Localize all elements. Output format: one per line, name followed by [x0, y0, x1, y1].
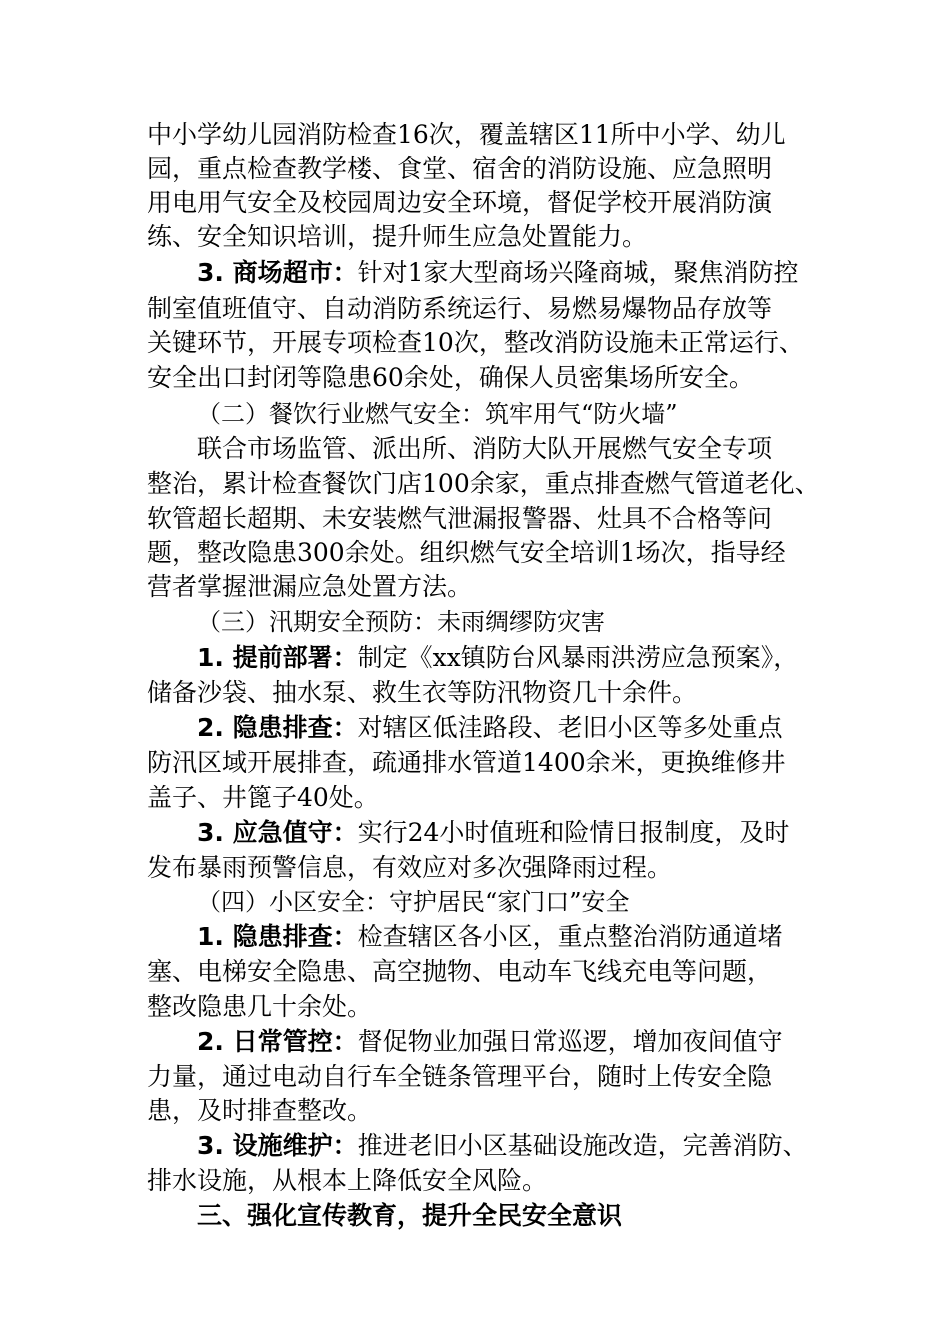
item-label: 3. 商场超市： — [197, 258, 358, 287]
text-line: 练、安全知识培训，提升师生应急处置能力。 — [147, 222, 648, 251]
item-text: 对辖区低洼路段、老旧小区等多处重点 — [357, 713, 783, 742]
chapter-heading: 三、强化宣传教育，提升全民安全意识 — [197, 1201, 623, 1230]
list-item — [197, 641, 798, 675]
list-item — [197, 711, 783, 745]
text-line: 软管超长超期、未安装燃气泄漏报警器、灶具不合格等问 — [147, 504, 773, 533]
list-item — [197, 1129, 808, 1163]
text-line: 关键环节，开展专项检查10次，整改消防设施未正常运行、 — [147, 328, 804, 357]
text-line: 园，重点检查教学楼、食堂、宿舍的消防设施、应急照明 — [147, 154, 773, 183]
text-line: 患，及时排查整改。 — [147, 1096, 373, 1125]
item-label: 2. 隐患排查： — [197, 713, 358, 742]
item-text: 实行24小时值班和险情日报制度，及时 — [357, 818, 790, 847]
section-heading: （三）汛期安全预防：未雨绸缪防灾害 — [197, 608, 605, 636]
section-heading: （四）小区安全：守护居民“家门口”安全 — [197, 888, 630, 916]
text-line: 题，整改隐患300余处。组织燃气安全培训1场次，指导经 — [147, 538, 786, 567]
item-text: 检查辖区各小区，重点整治消防通道堵 — [357, 922, 783, 951]
text-line: 联合市场监管、派出所、消防大队开展燃气安全专项 — [197, 434, 773, 463]
list-item — [197, 256, 799, 290]
text-line: 塞、电梯安全隐患、高空抛物、电动车飞线充电等问题， — [147, 957, 773, 986]
item-text: 推进老旧小区基础设施改造，完善消防、 — [357, 1131, 808, 1160]
text-line: 发布暴雨预警信息，有效应对多次强降雨过程。 — [147, 853, 673, 882]
text-line: 安全出口封闭等隐患60余处，确保人员密集场所安全。 — [147, 363, 754, 392]
text-line: 力量，通过电动自行车全链条管理平台，随时上传安全隐 — [147, 1062, 773, 1091]
item-label: 2. 日常管控： — [197, 1027, 358, 1056]
item-text: 制定《xx镇防台风暴雨洪涝应急预案》， — [357, 643, 799, 672]
text-line: 防汛区域开展排查，疏通排水管道1400余米，更换维修井 — [147, 748, 786, 777]
list-item — [197, 816, 789, 850]
item-text: 督促物业加强日常巡逻，增加夜间值守 — [357, 1027, 783, 1056]
item-label: 1. 提前部署： — [197, 643, 358, 672]
item-label: 3. 应急值守： — [197, 818, 358, 847]
item-text: 针对1家大型商场兴隆商城，聚焦消防控 — [357, 258, 799, 287]
list-item — [197, 920, 783, 954]
text-line: 中小学幼儿园消防检查16次，覆盖辖区11所中小学、幼儿 — [147, 120, 786, 149]
list-item — [197, 1025, 783, 1059]
text-line: 整治，累计检查餐饮门店100余家，重点排查燃气管道老化、 — [147, 469, 820, 498]
text-line: 储备沙袋、抽水泵、救生衣等防汛物资几十余件。 — [147, 678, 698, 707]
text-line: 用电用气安全及校园周边安全环境，督促学校开展消防演 — [147, 188, 773, 217]
item-label: 3. 设施维护： — [197, 1131, 358, 1160]
text-line: 整改隐患几十余处。 — [147, 992, 373, 1021]
text-line: 营者掌握泄漏应急处置方法。 — [147, 572, 473, 601]
text-line: 排水设施，从根本上降低安全风险。 — [147, 1166, 548, 1195]
item-label: 1. 隐患排查： — [197, 922, 358, 951]
text-line: 盖子、井篦子40处。 — [147, 783, 379, 812]
text-line: 制室值班值守、自动消防系统运行、易燃易爆物品存放等 — [147, 294, 773, 323]
section-heading: （二）餐饮行业燃气安全：筑牢用气“防火墙” — [197, 400, 678, 428]
